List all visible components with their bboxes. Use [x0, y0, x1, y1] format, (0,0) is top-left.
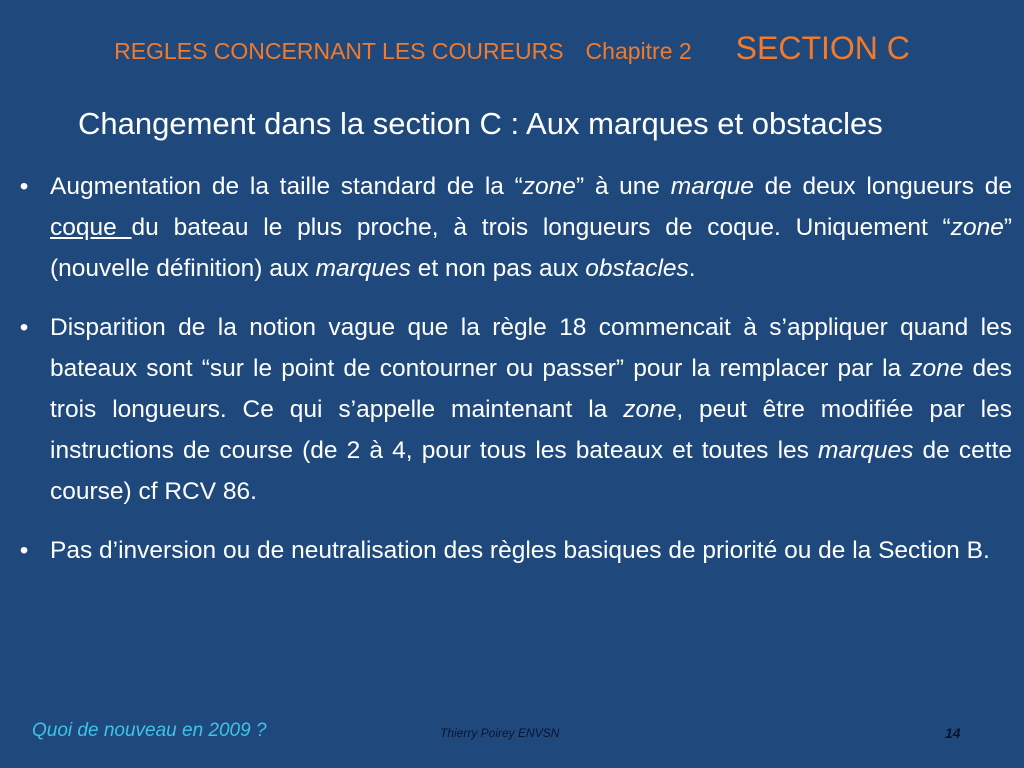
slide-subtitle: Changement dans la section C : Aux marques et obstacles — [78, 106, 883, 141]
bullet-1-text: Augmentation de la taille standard de la “zone” à une marque de deux longueurs de coque du bateau le plus proche, à trois longueurs de coque. Uniquement “zone” (nouvelle définition) aux marques et non pas aux obstacles. — [50, 173, 1013, 282]
bullet-item-3 — [14, 530, 1012, 571]
bullet-dot-icon: • — [19, 314, 29, 341]
bullet-list — [14, 166, 1012, 589]
bullet-item-1 — [14, 166, 1012, 289]
title-section: SECTION C — [735, 30, 910, 66]
slide-number: 14 — [945, 725, 961, 741]
title-chapter: Chapitre 2 — [585, 38, 692, 64]
bullet-dot-icon: • — [19, 537, 29, 564]
bullet-2-text: Disparition de la notion vague que la règle 18 commencait à s’appliquer quand les bateaux sont “sur le point de contourner ou passer” pour la remplacer par la zone des trois longueurs. Ce qui s’appelle maintenant la zone, peut être modifiée par les instructions de course (de 2 à 4, pour tous les bateaux et toutes les marques de cette course) cf RCV 86. — [50, 314, 1013, 505]
bullet-item-2 — [14, 307, 1012, 512]
footer-topic: Quoi de nouveau en 2009 ? — [32, 720, 267, 741]
bullet-dot-icon: • — [19, 173, 29, 200]
title-main: REGLES CONCERNANT LES COUREURS — [114, 38, 564, 64]
bullet-3-text: Pas d’inversion ou de neutralisation des règles basiques de priorité ou de la Section B. — [50, 537, 990, 564]
slide-title — [0, 30, 1024, 67]
footer-author: Thierry Poirey ENVSN — [440, 726, 560, 740]
